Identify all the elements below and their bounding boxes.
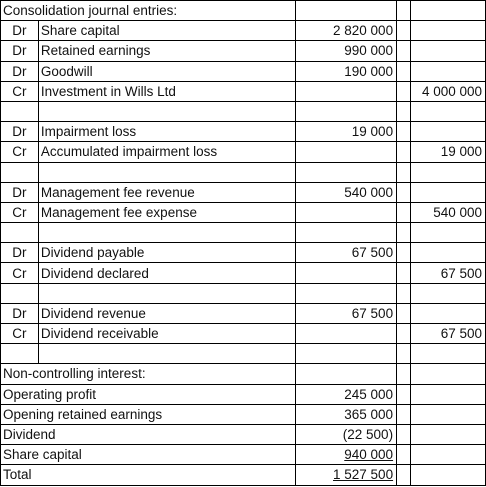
blank-row [1,101,486,121]
credit-cell[interactable] [411,223,486,243]
spacer-cell[interactable] [397,243,411,263]
debit-cell[interactable] [296,283,397,303]
debit-cell[interactable] [296,364,397,384]
nci-row [1,465,486,485]
spacer-cell[interactable] [397,424,411,444]
account-cell[interactable] [38,344,295,364]
code-cell[interactable] [1,223,39,243]
entry-code[interactable]: Cr [1,142,39,162]
journal-entry-row [1,61,486,81]
code-cell[interactable] [1,283,39,303]
nci-amount[interactable]: 1 527 500 [296,465,397,485]
entry-code[interactable]: Cr [1,324,39,344]
entry-credit[interactable] [411,41,486,61]
debit-cell[interactable] [296,344,397,364]
spacer-cell[interactable] [397,303,411,323]
credit-cell[interactable] [411,101,486,121]
credit-cell[interactable] [411,364,486,384]
spacer-cell[interactable] [397,182,411,202]
credit-cell[interactable] [411,445,486,465]
entry-debit[interactable]: 2 820 000 [296,21,397,41]
journal-entry-row [1,182,486,202]
nci-heading[interactable]: Non-controlling interest: [1,364,296,384]
entry-debit[interactable]: 990 000 [296,41,397,61]
entry-code[interactable]: Dr [1,41,39,61]
credit-cell[interactable] [411,283,486,303]
entry-debit[interactable]: 19 000 [296,122,397,142]
entry-code[interactable]: Dr [1,243,39,263]
entry-account[interactable]: Goodwill [38,61,295,81]
entry-account[interactable]: Dividend payable [38,243,295,263]
journal-entry-row [1,243,486,263]
debit-cell[interactable] [296,101,397,121]
nci-amount[interactable]: (22 500) [296,424,397,444]
spacer-cell[interactable] [397,283,411,303]
entry-debit[interactable] [296,81,397,101]
entry-account[interactable]: Retained earnings [38,41,295,61]
journal-entry-row [1,41,486,61]
entry-credit[interactable]: 19 000 [411,142,486,162]
credit-cell[interactable] [411,384,486,404]
entry-debit[interactable] [296,263,397,283]
entry-code[interactable]: Cr [1,81,39,101]
spacer-cell[interactable] [397,21,411,41]
nci-label[interactable]: Total [1,465,296,485]
journal-entry-row [1,263,486,283]
credit-cell[interactable] [411,404,486,424]
entry-debit[interactable]: 67 500 [296,243,397,263]
blank-row [1,223,486,243]
entry-code[interactable]: Cr [1,202,39,222]
credit-cell[interactable] [411,344,486,364]
entry-code[interactable]: Dr [1,122,39,142]
spacer-cell[interactable] [397,142,411,162]
credit-cell[interactable] [411,424,486,444]
entry-account[interactable]: Investment in Wills Ltd [38,81,295,101]
spacer-cell[interactable] [397,61,411,81]
blank-row [1,162,486,182]
spacer-cell[interactable] [397,223,411,243]
debit-cell[interactable] [296,162,397,182]
spacer-cell[interactable] [397,404,411,424]
entry-code[interactable]: Dr [1,303,39,323]
account-cell[interactable] [38,101,295,121]
debit-cell[interactable] [296,1,397,21]
entry-debit[interactable]: 540 000 [296,182,397,202]
spacer-cell[interactable] [397,384,411,404]
nci-label[interactable]: Opening retained earnings [1,404,296,424]
nci-amount[interactable]: 245 000 [296,384,397,404]
entry-credit[interactable] [411,122,486,142]
entry-code[interactable]: Dr [1,21,39,41]
spacer-cell[interactable] [397,465,411,485]
code-cell[interactable] [1,162,39,182]
entry-credit[interactable]: 67 500 [411,263,486,283]
journal-entry-row [1,202,486,222]
account-cell[interactable] [38,223,295,243]
entry-debit[interactable]: 67 500 [296,303,397,323]
entry-account[interactable]: Dividend receivable [38,324,295,344]
spacer-cell[interactable] [397,81,411,101]
nci-label[interactable]: Share capital [1,445,296,465]
nci-row [1,445,486,465]
journal-heading-row [1,1,486,21]
spacer-cell[interactable] [397,445,411,465]
journal-entry-row [1,81,486,101]
account-cell[interactable] [38,283,295,303]
spacer-cell[interactable] [397,122,411,142]
spacer-cell[interactable] [397,263,411,283]
entry-credit[interactable] [411,303,486,323]
nci-heading-row [1,364,486,384]
spacer-cell[interactable] [397,364,411,384]
entry-credit[interactable] [411,21,486,41]
credit-cell[interactable] [411,162,486,182]
journal-entry-row [1,122,486,142]
nci-label[interactable]: Operating profit [1,384,296,404]
nci-row [1,404,486,424]
entry-account[interactable]: Impairment loss [38,122,295,142]
entry-debit[interactable] [296,202,397,222]
spacer-cell[interactable] [397,344,411,364]
journal-heading[interactable]: Consolidation journal entries: [1,1,296,21]
entry-debit[interactable] [296,142,397,162]
entry-code[interactable]: Dr [1,61,39,81]
blank-row [1,283,486,303]
journal-entry-row [1,303,486,323]
journal-entry-row [1,324,486,344]
code-cell[interactable] [1,344,39,364]
spacer-cell[interactable] [397,162,411,182]
nci-amount[interactable]: 940 000 [296,445,397,465]
entry-account[interactable]: Management fee expense [38,202,295,222]
spacer-cell[interactable] [397,101,411,121]
entry-account[interactable]: Share capital [38,21,295,41]
blank-row [1,344,486,364]
credit-cell[interactable] [411,465,486,485]
account-cell[interactable] [38,162,295,182]
credit-cell[interactable] [411,1,486,21]
entry-account[interactable]: Management fee revenue [38,182,295,202]
entry-credit[interactable]: 540 000 [411,202,486,222]
entry-debit[interactable]: 190 000 [296,61,397,81]
entry-code[interactable]: Cr [1,263,39,283]
nci-label[interactable]: Dividend [1,424,296,444]
entry-account[interactable]: Dividend revenue [38,303,295,323]
debit-cell[interactable] [296,223,397,243]
worksheet-body [1,1,486,486]
journal-entry-row [1,142,486,162]
nci-row [1,424,486,444]
entry-debit[interactable] [296,324,397,344]
entry-account[interactable]: Dividend declared [38,263,295,283]
spacer-cell[interactable] [397,324,411,344]
entry-code[interactable]: Dr [1,182,39,202]
spacer-cell[interactable] [397,1,411,21]
nci-amount[interactable]: 365 000 [296,404,397,424]
nci-row [1,384,486,404]
entry-credit[interactable] [411,61,486,81]
entry-credit[interactable]: 4 000 000 [411,81,486,101]
code-cell[interactable] [1,101,39,121]
entry-credit[interactable]: 67 500 [411,324,486,344]
spacer-cell[interactable] [397,41,411,61]
entry-credit[interactable] [411,243,486,263]
spacer-cell[interactable] [397,202,411,222]
entry-credit[interactable] [411,182,486,202]
entry-account[interactable]: Accumulated impairment loss [38,142,295,162]
journal-entry-row [1,21,486,41]
